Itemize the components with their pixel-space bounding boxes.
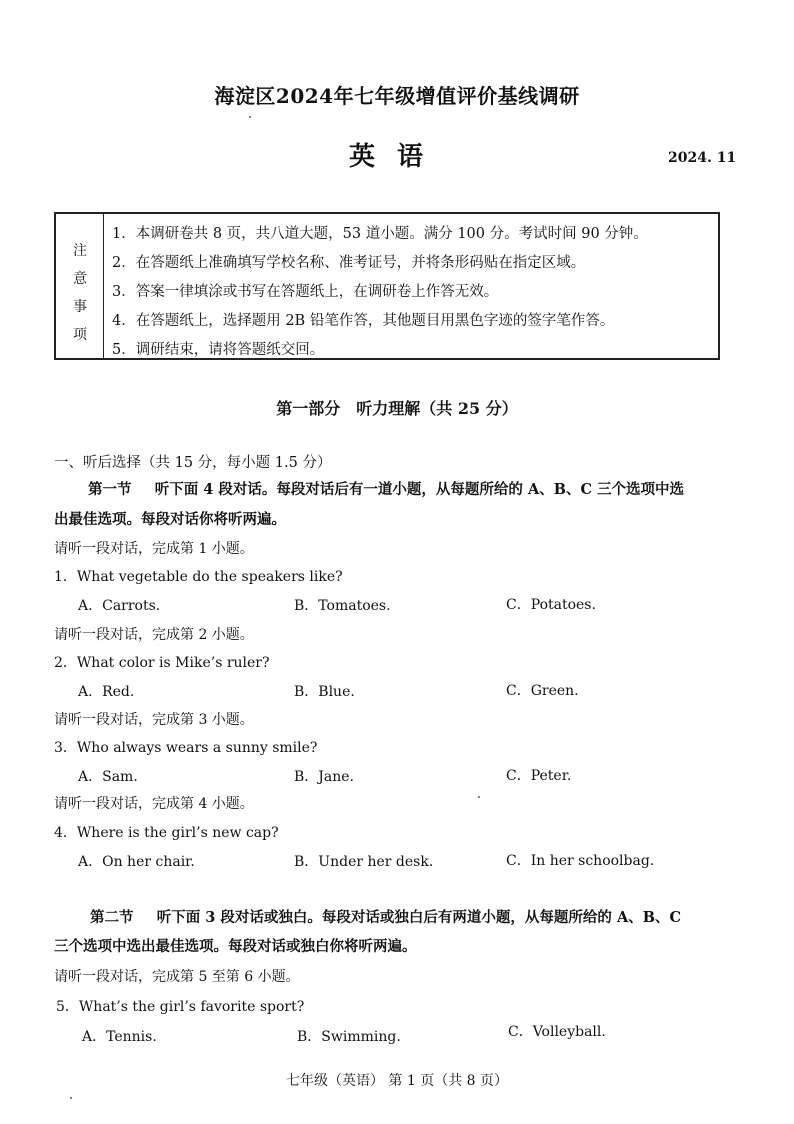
notice-label-char: 注 [73,243,87,259]
part-title: 第一部分 听力理解（共 25 分） [276,399,518,418]
exam-title: 海淀区2024年七年级增值评价基线调研 [214,84,580,108]
option-b: B．Tomatoes. [294,598,391,614]
section-heading: 一、听后选择（共 15 分，每小题 1.5 分） [54,455,332,471]
page-footer: 七年级（英语） 第 1 页（共 8 页） [285,1073,509,1089]
notice-label-char: 项 [73,327,87,343]
option-b: B．Under her desk. [294,854,434,870]
notice-item: 3．答案一律填涂或书写在答题纸上，在调研卷上作答无效。 [112,284,499,300]
question-text: 2．What color is Mike’s ruler? [54,655,270,671]
notice-label-char: 意 [73,271,87,287]
scan-speck [249,116,251,118]
section-instruction-cont: 三个选项中选出最佳选项。每段对话或独白你将听两遍。 [54,938,417,955]
option-b: B．Jane. [294,769,354,785]
option-a: A．Red. [78,684,135,700]
question-intro: 请听一段对话，完成第 4 小题。 [54,796,254,812]
section-instruction [88,478,684,499]
option-a: A．Carrots. [78,598,161,614]
notice-label-char: 事 [73,299,87,315]
option-b: B．Swimming. [297,1029,401,1045]
question-text: 1．What vegetable do the speakers like? [54,569,343,585]
option-c: C．Peter. [506,768,572,784]
option-a: A．On her chair. [78,854,195,870]
notice-box [54,212,720,360]
question-intro: 请听一段对话，完成第 2 小题。 [54,627,254,643]
option-c: C．In her schoolbag. [506,853,655,869]
notice-item: 5．调研结束，请将答题纸交回。 [112,342,325,358]
option-c: C．Volleyball. [508,1024,606,1040]
section-instruction-text: 听下面 4 段对话。每段对话后有一道小题，从每题所给的 A、B、C 三个选项中选 [154,481,685,498]
question-intro: 请听一段对话，完成第 3 小题。 [54,712,254,728]
option-a: A．Sam. [78,769,138,785]
option-a: A．Tennis. [82,1029,157,1045]
question-text: 5．What’s the girl’s favorite sport? [56,999,305,1015]
scan-speck [70,1097,72,1099]
section-label: 第一节 [88,481,132,498]
section-label: 第二节 [90,909,134,926]
option-c: C．Green. [506,683,579,699]
option-c: C．Potatoes. [506,597,596,613]
notice-item: 4．在答题纸上，选择题用 2B 铅笔作答，其他题目用黑色字迹的签字笔作答。 [112,313,615,329]
question-intro: 请听一段对话，完成第 5 至第 6 小题。 [54,969,300,985]
subject-title: 英语 [348,142,445,172]
scan-speck [478,796,480,798]
notice-item: 1．本调研卷共 8 页，共八道大题，53 道小题。满分 100 分。考试时间 90 分钟。 [112,226,648,242]
question-intro: 请听一段对话，完成第 1 小题。 [54,541,254,557]
section-instruction [90,906,681,927]
exam-date: 2024. 11 [668,150,737,166]
option-b: B．Blue. [294,684,355,700]
question-text: 3．Who always wears a sunny smile? [54,740,318,756]
notice-label [56,214,104,358]
question-text: 4．Where is the girl’s new cap? [54,825,279,841]
section-instruction-cont: 出最佳选项。每段对话你将听两遍。 [54,511,286,528]
notice-item: 2．在答题纸上准确填写学校名称、准考证号，并将条形码贴在指定区域。 [112,255,586,271]
section-instruction-text: 听下面 3 段对话或独白。每段对话或独白后有两道小题，从每题所给的 A、B、C [156,909,681,926]
